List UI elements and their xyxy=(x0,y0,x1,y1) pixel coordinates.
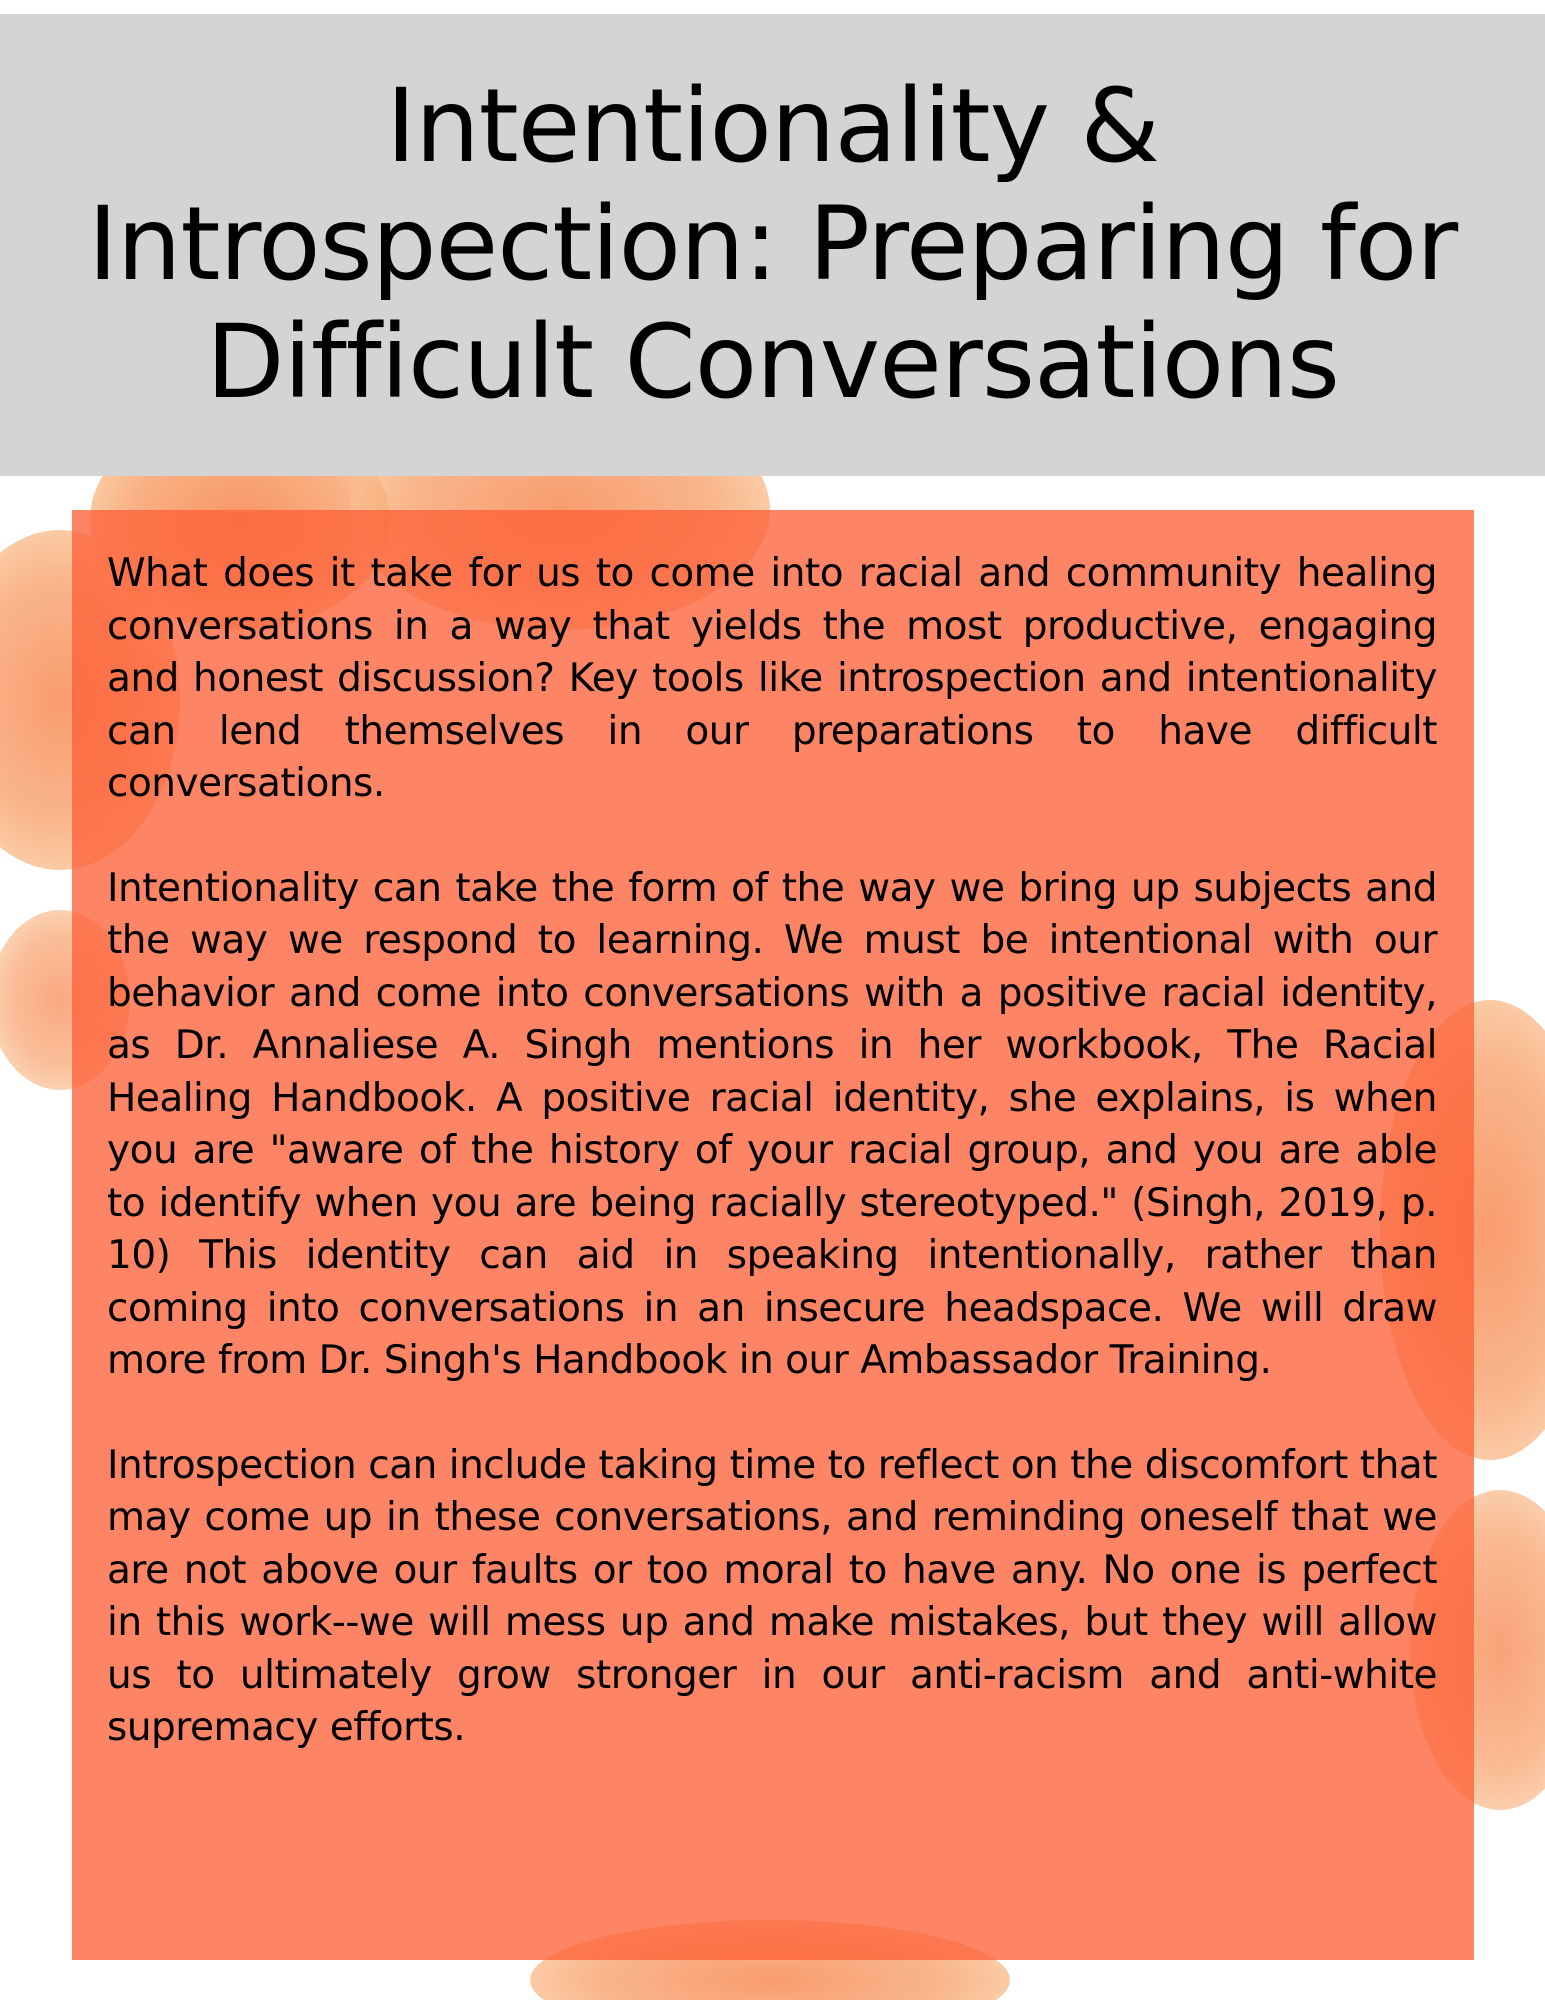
introspection-paragraph: Introspection can include taking time to reflect on the discomfort that may come up in these conversations, and reminding oneself that we are not above our faults or too moral to have any. No one is perfect in this work--we will mess up and make mistakes, but they will allow us to ultimately grow stronger in our anti-racism and anti-white supremacy efforts. xyxy=(107,1442,1437,1750)
content-card xyxy=(72,510,1474,1960)
intentionality-paragraph: Intentionality can take the form of the way we bring up subjects and the way we respond to learning. We must be intentional with our behavior and come into conversations with a positive racial identity, as Dr. Annaliese A. Singh mentions in her workbook, The Racial Healing Handbook. A positive racial identity, she explains, is when you are "aware of the history of your racial group, and you are able to identify when you are being racially stereotyped." (Singh, 2019, p. 10) This identity can aid in speaking intentionally, rather than coming into conversations in an insecure headspace. We will draw more from Dr. Singh's Handbook in our Ambassador Training. xyxy=(107,865,1437,1383)
intro-paragraph: What does it take for us to come into racial and community healing conversations in a way that yields the most productive, engaging and honest discussion? Key tools like introspection and intentionality can lend themselves in our preparations to have difficult conversations. xyxy=(107,551,1437,806)
title-line-1: Intentionality & xyxy=(385,67,1159,186)
title-line-3: Difficult Conversations xyxy=(205,303,1339,422)
title-line-2: Introspection: Preparing for xyxy=(87,185,1458,304)
content-body xyxy=(107,548,1437,1755)
page-title xyxy=(68,68,1477,422)
title-banner xyxy=(0,14,1545,476)
